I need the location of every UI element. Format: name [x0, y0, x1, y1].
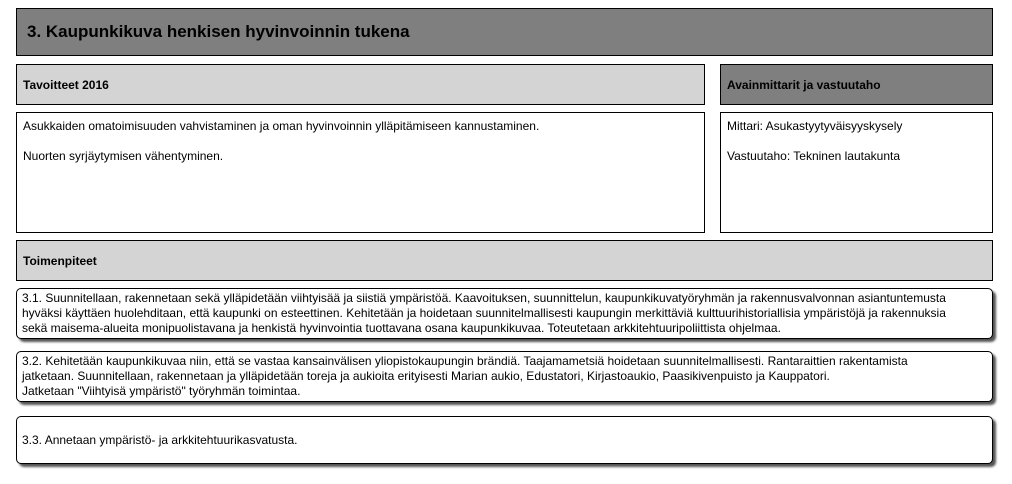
indicators-header	[720, 64, 993, 105]
goal-line: Nuorten syrjäytymisen vähentyminen.	[23, 149, 224, 163]
actions-title: Toimenpiteet	[23, 253, 97, 268]
action-line: sekä maisema-alueita monipuolistavana ja henkistä hyvinvointia tuottavana osana kaupunkikuvaa. Toteutetaan arkkitehtuuripoliittista ohjelmaa.	[22, 321, 781, 335]
action-item-3-3	[16, 416, 993, 464]
actions-header	[16, 240, 993, 281]
responsible-line: Vastuutaho: Tekninen lautakunta	[727, 149, 901, 163]
indicator-line: Mittari: Asukastyytyväisyyskysely	[727, 119, 903, 133]
action-line: 3.2. Kehitetään kaupunkikuvaa niin, että se vastaa kansainvälisen yliopistokaupungin brändiä. Taajamametsiä hoidetaan suunnitelmallisesti. Rantaraittien rakentamista	[22, 354, 908, 368]
goals-title: Tavoitteet 2016	[23, 77, 109, 92]
indicators-title: Avainmittarit ja vastuutaho	[727, 77, 881, 92]
indicators-body	[720, 112, 993, 233]
action-item-3-2	[16, 351, 993, 402]
action-line: hyväksi käyttäen huolehditaan, että kaupunki on esteettinen. Kehitetään ja hoidetaan suunnitelmallisesti kaupungin merkittäviä kulttuurihistoriallisia ympäristöjä ja rakennuksia	[22, 306, 946, 320]
section-title-bar	[16, 8, 993, 56]
goals-body	[16, 112, 705, 233]
goal-line: Asukkaiden omatoimisuuden vahvistaminen ja oman hyvinvoinnin ylläpitämiseen kannustaminen.	[23, 119, 540, 133]
action-line: Jatketaan "Viihtyisä ympäristö" työryhmän toimintaa.	[22, 384, 301, 398]
action-item-3-1	[16, 288, 993, 339]
action-line: jatketaan. Suunnitellaan, rakennetaan ja ylläpidetään toreja ja aukioita erityisesti Marian aukio, Edustatori, Kirjastoaukio, Paasikivenpuisto ja Kauppatori.	[22, 369, 830, 383]
action-line: 3.1. Suunnitellaan, rakennetaan sekä ylläpidetään viihtyisää ja siistiä ympäristöä. Kaavoituksen, suunnittelun, kaupunkikuvatyöryhmän ja rakennusvalvonnan asiantuntemusta	[22, 291, 946, 305]
goals-header	[16, 64, 705, 105]
action-line: 3.3. Annetaan ympäristö- ja arkkitehtuurikasvatusta.	[22, 432, 298, 447]
section-title: 3. Kaupunkikuva henkisen hyvinvoinnin tukena	[27, 22, 410, 41]
